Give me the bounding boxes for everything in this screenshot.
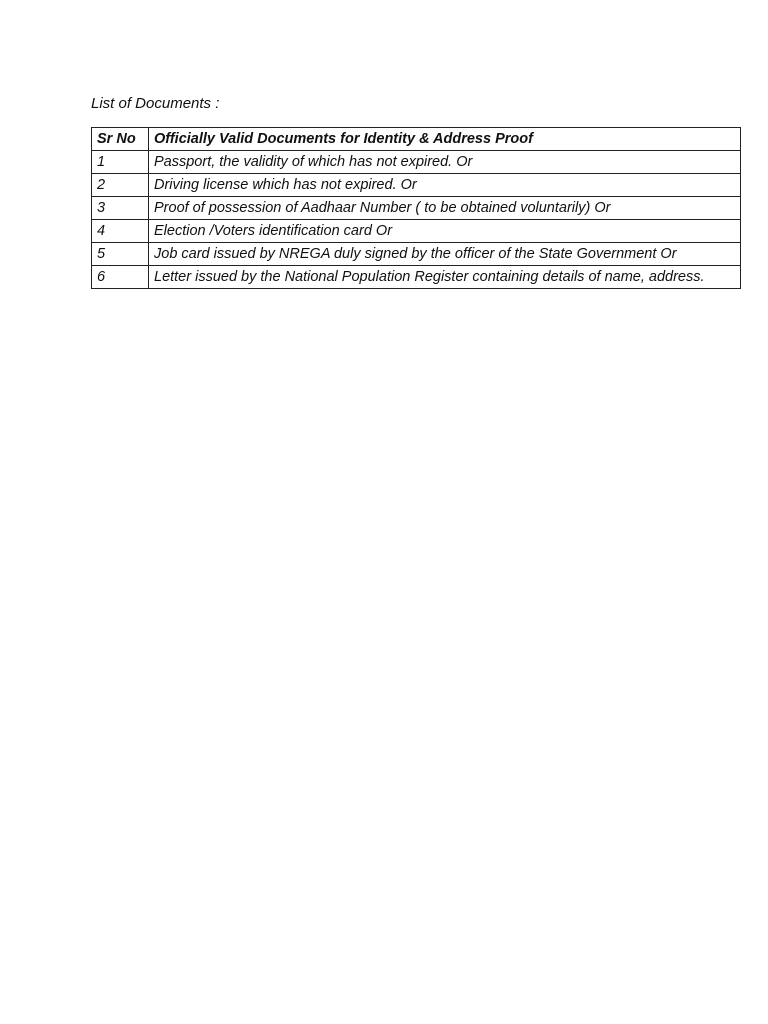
sr-no-cell: 3 xyxy=(92,197,149,220)
description-cell: Driving license which has not expired. Or xyxy=(149,174,741,197)
header-description: Officially Valid Documents for Identity & Address Proof xyxy=(149,128,741,151)
document-heading: List of Documents : xyxy=(91,95,220,112)
table-row xyxy=(92,220,741,243)
description-cell: Election /Voters identification card Or xyxy=(149,220,741,243)
description-cell: Letter issued by the National Population Register containing details of name, address. xyxy=(149,266,741,289)
sr-no-cell: 2 xyxy=(92,174,149,197)
table-row xyxy=(92,243,741,266)
description-cell: Passport, the validity of which has not expired. Or xyxy=(149,151,741,174)
table-row xyxy=(92,197,741,220)
sr-no-cell: 5 xyxy=(92,243,149,266)
sr-no-cell: 4 xyxy=(92,220,149,243)
sr-no-cell: 6 xyxy=(92,266,149,289)
table-header-row xyxy=(92,128,741,151)
table-row xyxy=(92,174,741,197)
table-row xyxy=(92,151,741,174)
sr-no-cell: 1 xyxy=(92,151,149,174)
description-cell: Proof of possession of Aadhaar Number ( to be obtained voluntarily) Or xyxy=(149,197,741,220)
description-cell: Job card issued by NREGA duly signed by the officer of the State Government Or xyxy=(149,243,741,266)
documents-table xyxy=(91,127,741,289)
header-sr-no: Sr No xyxy=(92,128,149,151)
table-row xyxy=(92,266,741,289)
